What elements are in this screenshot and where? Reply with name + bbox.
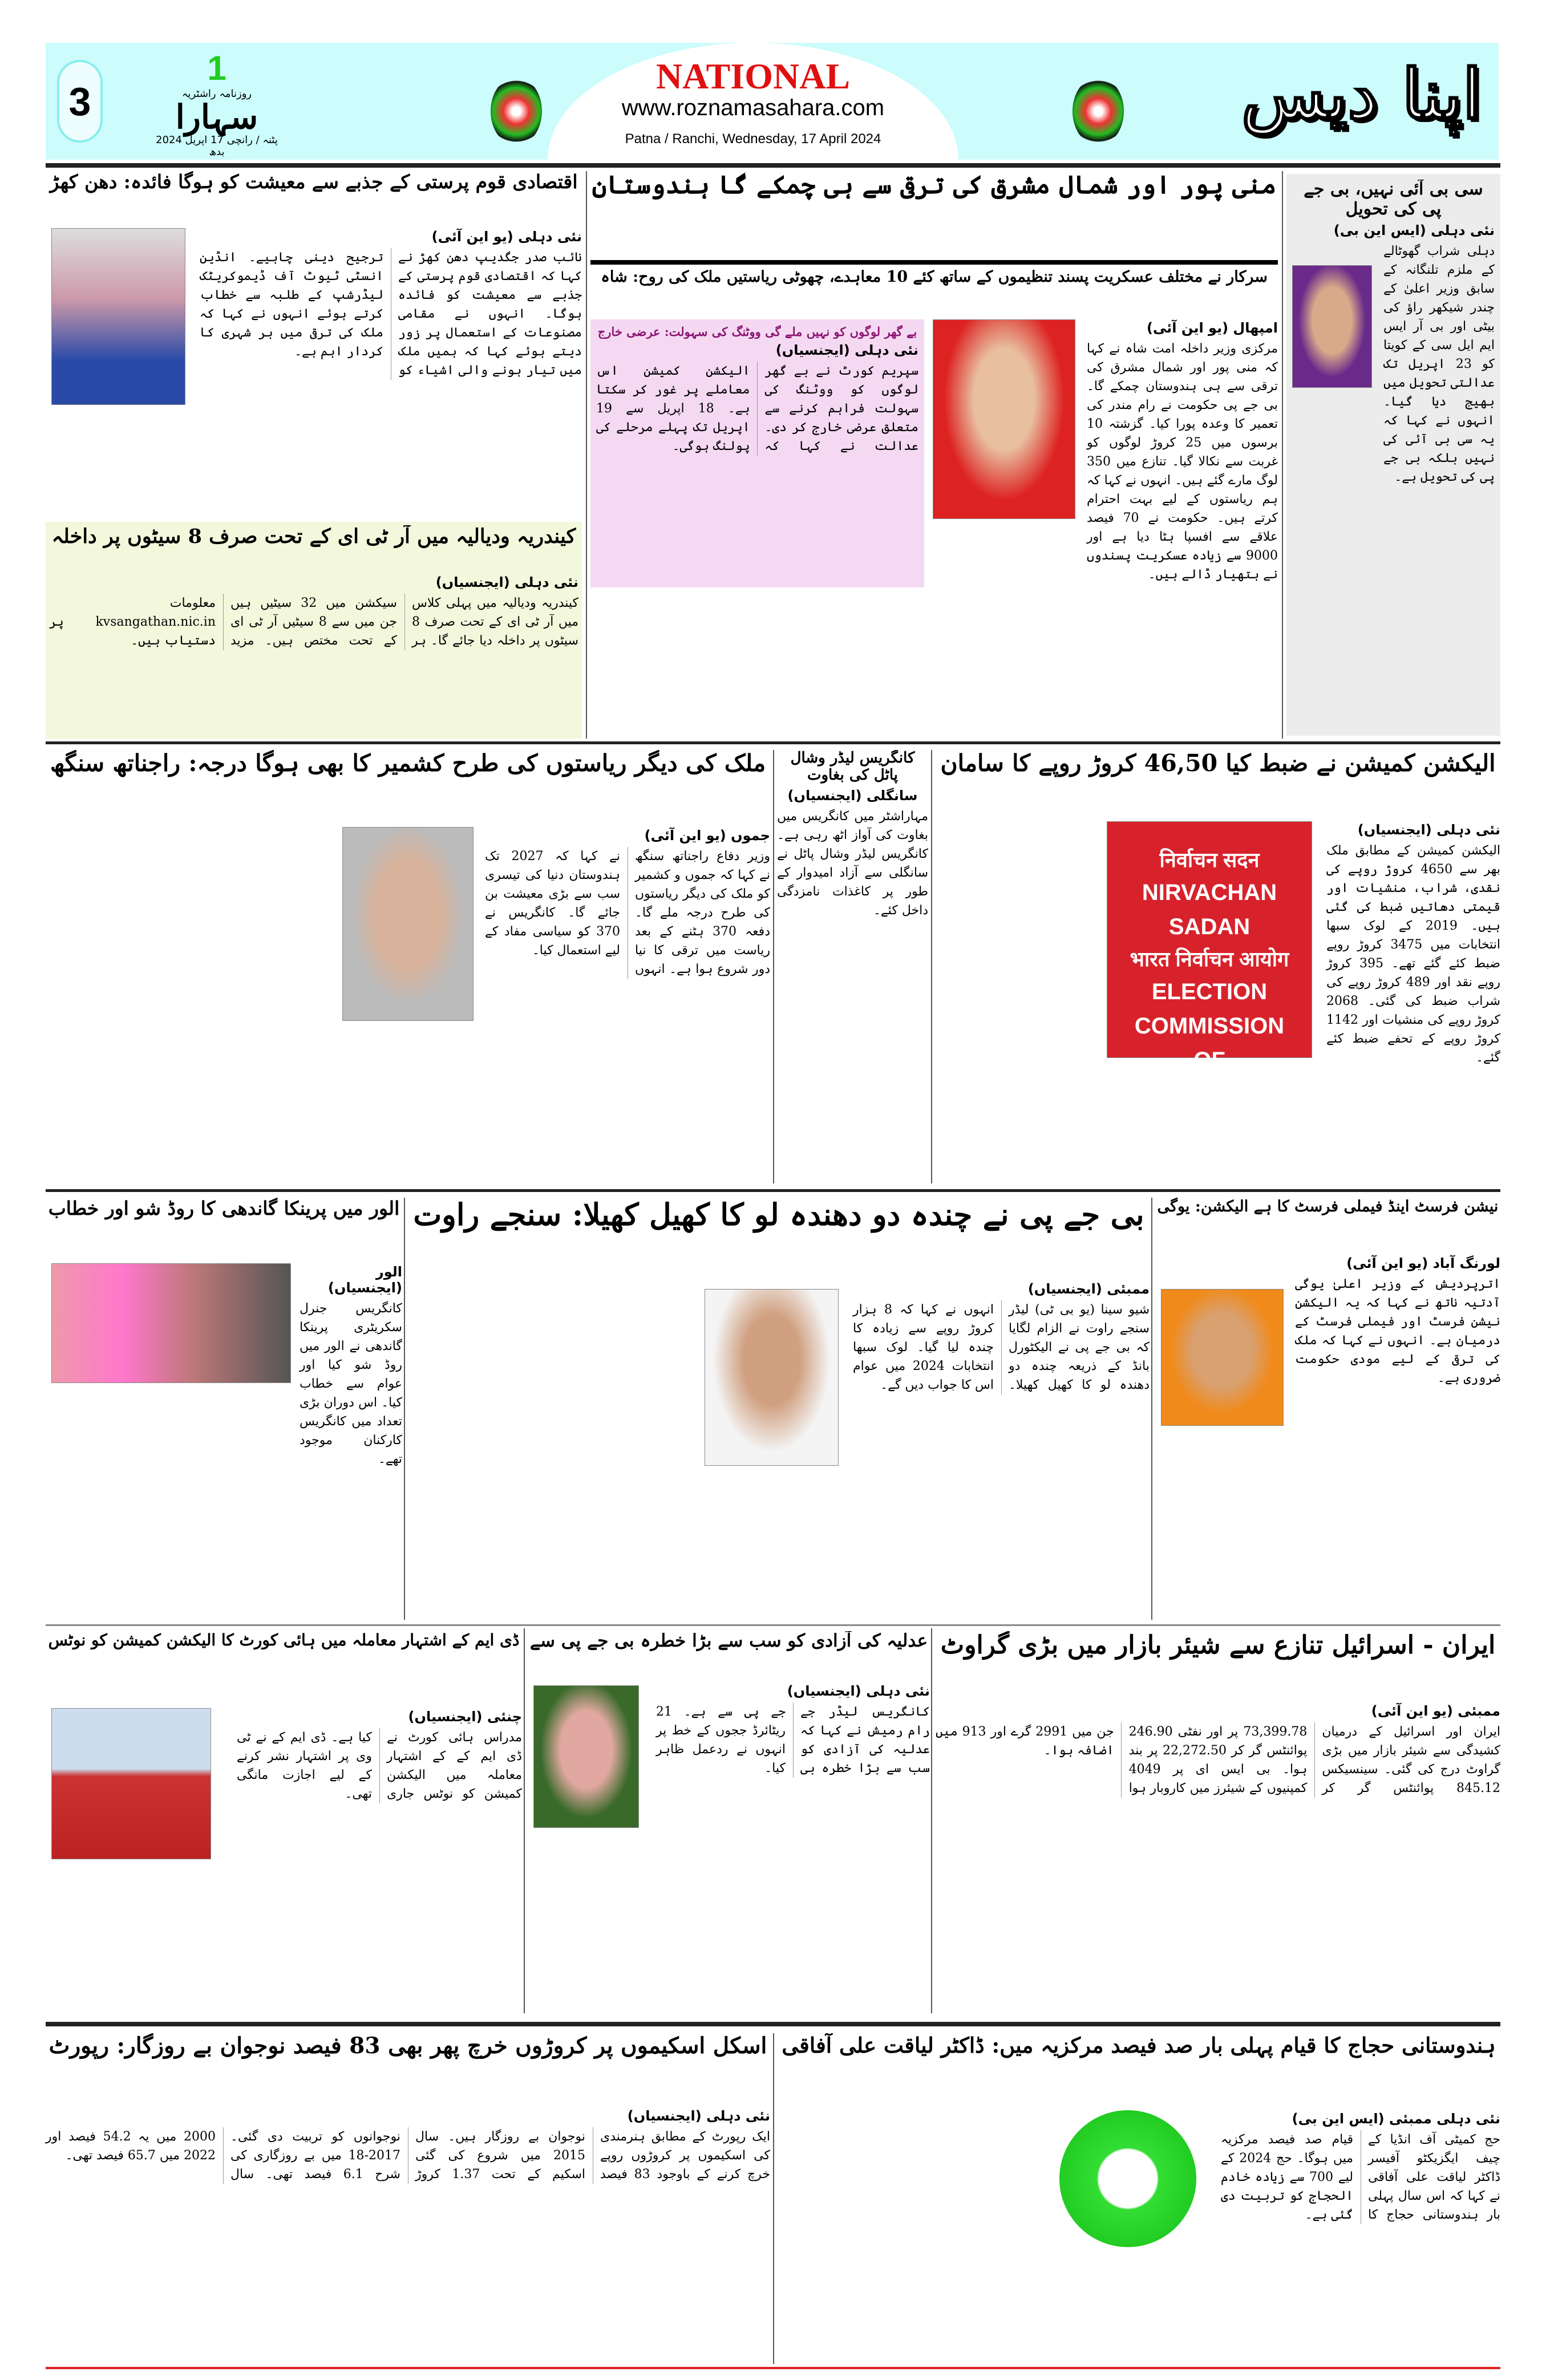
haj-committee-logo xyxy=(1059,2110,1196,2247)
dateline: سانگلی (ایجنسیاں) xyxy=(787,787,918,804)
article-kvs xyxy=(46,522,582,739)
divider xyxy=(1282,171,1283,739)
headline: الیکشن کمیشن نے ضبط کیا 46,50 کروڑ روپے کا سامان xyxy=(940,750,1496,777)
article-dhankhar xyxy=(46,171,582,513)
article-body: الیکشن کمیشن کے مطابق ملک بھر سے 4650 کروڑ روپے کی نقدی، شراب، منشیات اور قیمتی دھاتیں ضبط کی گئی ہیں۔ 2019 کے لوک سبھا انتخابات میں 3475 کروڑ روپے ضبط کئے گئے تھے۔ 395 کروڑ روپے نقد اور 489 کروڑ روپے کی شراب ضبط کی گئی۔ 2068 کروڑ روپے کی منشیات اور 1142 کروڑ روپے کے تحفے ضبط کئے گئے۔ xyxy=(1326,844,1500,1065)
article-body: کانگریس لیڈر جے رام رمیش نے کہا کہ عدلیہ کی آزادی کو سب سے بڑا خطرہ بی جے پی سے ہے۔ 21 ریٹائرڈ ججوں کے خط پر انہوں نے ردعمل ظاہر کیا۔ xyxy=(656,1705,930,1775)
article-skill-schemes xyxy=(46,2033,770,2364)
divider xyxy=(46,741,1500,744)
divider xyxy=(931,750,932,1183)
photo-yogi xyxy=(1161,1289,1284,1426)
edition-date: Patna / Ranchi, Wednesday, 17 April 2024 xyxy=(625,131,881,147)
image-text: INDIA xyxy=(1178,1082,1241,1107)
title-dome xyxy=(548,43,958,160)
image-text: भारत निर्वाचन आयोग xyxy=(1130,947,1289,971)
article-rajnath xyxy=(46,750,770,1183)
article-priyanka xyxy=(46,1198,402,1620)
divider xyxy=(1151,1198,1152,1620)
photo-madras-high-court xyxy=(51,1708,211,1859)
website-url[interactable]: www.roznamasahara.com xyxy=(621,95,885,120)
dateline: نئی دہلی (ایجنسیاں) xyxy=(627,2108,770,2124)
article-body: مرکزی وزیر داخلہ امت شاہ نے کہا کہ منی پور اور شمال مشرق کی ترقی سے ہی ہندوستان چمکے گا۔ بی جے پی حکومت نے رام مندر کی تعمیر کا وعدہ پورا کیا۔ گزشتہ 10 برسوں میں 25 کروڑ لوگوں کو غربت سے نکالا گیا۔ تنازع میں 350 لوگ مارے گئے ہیں۔ انہوں نے کہا کہ ہم ریاستوں کے لیے بہت احترام کرتے ہیں۔ حکومت نے 70 فیصد علاقے سے افسپا ہٹا دیا ہے اور 9000 سے زیادہ عسکریت پسندوں نے ہتھیار ڈالے ہیں۔ xyxy=(1087,342,1278,582)
headline: سی بی آئی نہیں، بی جے پی کی تحویل xyxy=(1304,180,1483,219)
headline: ملک کی دیگر ریاستوں کی طرح کشمیر کا بھی ہوگا درجہ: راجناتھ سنگھ xyxy=(50,750,766,777)
lead-headline: منی پور اور شمال مشرق کی ترقی سے ہی چمکے گا ہندوستان xyxy=(592,171,1277,200)
headline: ڈی ایم کے اشتہار معاملہ میں ہائی کورٹ کا الیکشن کمیشن کو نوٹس xyxy=(48,1631,520,1649)
article-yogi xyxy=(1155,1198,1500,1620)
divider xyxy=(773,2033,774,2364)
image-text: NIRVACHAN SADAN xyxy=(1142,880,1277,939)
headline: عدلیہ کی آزادی کو سب سے بڑا خطرہ بی جے پی سے xyxy=(529,1631,928,1651)
article-body: اترپردیش کے وزیر اعلیٰ یوگی آدتیہ ناتھ نے کہا کہ یہ الیکشن نیشن فرسٹ اور فیملی فرسٹ کے درمیان ہے۔ انہوں نے کہا کہ ملک کی ترقی کے لیے مودی حکومت ضروری ہے۔ xyxy=(1295,1277,1500,1385)
headline: اسکل اسکیموں پر کروڑوں خرچ پھر بھی 83 فیصد نوجوان بے روزگار: رپورٹ xyxy=(48,2033,767,2059)
dateline: ممبئی (ایجنسیاں) xyxy=(1027,1281,1150,1297)
article-homeless-voting xyxy=(590,319,924,587)
divider xyxy=(773,750,774,1183)
logo-name: سہارا xyxy=(175,98,258,136)
divider xyxy=(404,1198,405,1620)
headline: ہندوستانی حجاج کا قیام پہلی بار صد فیصد مرکزیہ میں: ڈاکٹر لیاقت علی آفاقی xyxy=(782,2033,1496,2058)
photo-jairam-ramesh xyxy=(533,1685,639,1828)
dateline: نئی دہلی (ایجنسیاں) xyxy=(435,574,578,590)
article-haj xyxy=(777,2033,1500,2364)
headline: کیندریہ ودیالیہ میں آر ٹی ای کے تحت صرف 8 سیٹوں پر داخلہ xyxy=(51,525,576,548)
article-election-commission xyxy=(936,750,1500,1183)
lead-column xyxy=(1087,317,1278,584)
article-body: نائب صدر جگدیپ دھن کھڑ نے کہا کہ اقتصادی قوم پرستی کے جذبے سے معیشت کو فائدہ ہوگا۔ انہوں نے مقامی مصنوعات کے استعمال پر زور دیتے ہوئے کہا کہ ہمیں ملک میں تیار ہونے والی اشیاء کو ترجیح دینی چاہیے۔ انڈین انسٹی ٹیوٹ آف ڈیموکریٹک لیڈرشپ کے طلبہ سے خطاب کرتے ہوئے انہوں نے کہا کہ ملک کی ترقی میں ہر شہری کا کردار اہم ہے۔ xyxy=(200,250,582,378)
article-body: ایک رپورٹ کے مطابق ہنرمندی کی اسکیموں پر کروڑوں روپے خرچ کرنے کے باوجود 83 فیصد نوجوان بے روزگار ہیں۔ سال 2015 میں شروع کی گئی اسکیم کے تحت 1.37 کروڑ نوجوانوں کو تربیت دی گئی۔ 2017-18 میں بے روزگاری کی شرح 6.1 فیصد تھی۔ سال 2000 میں یہ 54.2 فیصد اور 2022 میں 65.7 فیصد تھی۔ xyxy=(46,2130,770,2182)
headline: الور میں پرینکا گاندھی کا روڈ شو اور خطاب xyxy=(48,1198,400,1219)
article-body: مدراس ہائی کورٹ نے ڈی ایم کے کے اشتہار معاملہ میں الیکشن کمیشن کو نوٹس جاری کیا ہے۔ ڈی ایم کے نے ٹی وی پر اشتہار نشر کرنے کے لیے اجازت مانگی تھی۔ xyxy=(237,1730,522,1801)
dateline: نئی دہلی (یو این آئی) xyxy=(431,229,582,245)
article-kavitha xyxy=(1286,174,1500,736)
divider xyxy=(46,1624,1500,1626)
dateline: جموں (یو این آئی) xyxy=(644,828,770,844)
divider xyxy=(46,163,1500,168)
page-number: 3 xyxy=(57,60,103,143)
dateline: نئی دہلی ممبئی (ایس این بی) xyxy=(1292,2111,1500,2127)
headline: اقتصادی قوم پرستی کے جذبے سے معیشت کو ہوگا فائدہ: دھن کھڑ xyxy=(50,171,578,193)
divider xyxy=(931,1628,932,2013)
dateline: نئی دہلی (ایجنسیاں) xyxy=(787,1683,930,1699)
photo-dhankhar xyxy=(51,228,185,405)
divider xyxy=(46,1189,1500,1192)
dateline: امپھال (یو این آئی) xyxy=(1147,320,1278,336)
starburst-icon xyxy=(491,77,542,145)
photo-priyanka-roadshow xyxy=(51,1263,291,1383)
dateline: نئی دہلی (ایجنسیاں) xyxy=(1357,822,1500,838)
urdu-date: پٹنہ / رانچی 17 اپریل 2024 بدھ xyxy=(156,134,278,158)
photo-sanjay-raut xyxy=(705,1289,839,1466)
starburst-icon xyxy=(1073,77,1124,145)
section-title: NATIONAL xyxy=(655,56,851,96)
photo-rajnath xyxy=(342,827,474,1021)
photo-kavitha xyxy=(1292,265,1372,388)
headline: نیشن فرسٹ اینڈ فیملی فرسٹ کا ہے الیکشن: یوگی xyxy=(1157,1198,1499,1215)
article-body: وزیر دفاع راجناتھ سنگھ نے کہا کہ جموں و کشمیر کو ملک کی دیگر ریاستوں کی طرح درجہ ملے گا۔ دفعہ 370 ہٹنے کے بعد ریاست میں ترقی کا نیا دور شروع ہوا ہے۔ انہوں نے کہا کہ 2027 تک ہندوستان دنیا کی تیسری سب سے بڑی معیشت بن جائے گا۔ کانگریس نے 370 کو سیاسی مفاد کے لیے استعمال کیا۔ xyxy=(485,849,770,976)
image-text: निर्वाचन सदन xyxy=(1159,848,1260,871)
dateline: لورنگ آباد (یو این آئی) xyxy=(1346,1255,1500,1271)
divider xyxy=(524,1628,525,2013)
image-text: OF xyxy=(1193,1048,1225,1073)
subheadline: سرکار نے مختلف عسکریت پسند تنظیموں کے ساتھ کئے 10 معاہدے، چھوٹی ریاستیں ملک کی روح: شاہ xyxy=(601,268,1268,286)
photo-amit-shah xyxy=(933,319,1075,519)
article-body: دہلی شراب گھوٹالے کے ملزم تلنگانہ کے سابق وزیر اعلیٰ کے چندر شیکھر راؤ کی بیٹی اور بی آر ایس ایم ایل سی کے کویتا کو 23 اپریل تک عدالتی تحویل میں بھیج دیا گیا۔ انہوں نے کہا کہ یہ سی بی آئی کی نہیں بلکہ بی جے پی کی تحویل ہے۔ xyxy=(1383,244,1495,484)
article-body: ایران اور اسرائیل کے درمیان کشیدگی سے شیئر بازار میں بڑی گراوٹ درج کی گئی۔ سینسیکس 845.12 پوائنٹس گر کر 73,399.78 پر اور نفٹی 246.90 پوائنٹس گر کر 22,272.50 پر بند ہوا۔ بی ایس ای پر 4049 کمپنیوں کے شیئرز میں کاروبار ہوا جن میں 2991 گرے اور 913 میں اضافہ ہوا۔ xyxy=(936,1725,1500,1795)
article-amit-shah xyxy=(590,171,1278,739)
divider xyxy=(46,2022,1500,2026)
headline: ایران - اسرائیل تنازع سے شیئر بازار میں بڑی گراوٹ xyxy=(940,1631,1496,1660)
logo-number: 1 xyxy=(207,49,226,87)
dateline: چنئی (ایجنسیاں) xyxy=(408,1709,522,1725)
logo-tagline: روزنامہ راشٹریہ xyxy=(181,88,252,100)
footer-rule xyxy=(46,2367,1500,2369)
article-congress-rebellion xyxy=(777,750,928,1183)
dateline: نئی دہلی (ایس این بی) xyxy=(1333,222,1495,238)
article-stock-market xyxy=(936,1631,1500,2016)
article-body: کیندریہ ودیالیہ میں پہلی کلاس میں آر ٹی ای کے تحت صرف 8 سیٹوں پر داخلہ دیا جائے گا۔ ہر سیکشن میں 32 سیٹیں ہیں جن میں سے 8 سیٹیں آر ٹی ای کے تحت مختص ہیں۔ مزید معلومات kvsangathan.nic.in پر دستیاب ہیں۔ xyxy=(49,596,578,648)
dateline: نئی دہلی (ایجنسیاں) xyxy=(775,342,918,359)
newspaper-logo xyxy=(148,48,285,158)
article-body: شیو سینا (یو بی ٹی) لیڈر سنجے راوت نے الزام لگایا کہ بی جے پی نے الیکٹورل بانڈ کے ذریعہ چندہ دو دھندہ لو کا کھیل کھیلا۔ انہوں نے کہا کہ 8 ہزار کروڑ روپے سے زیادہ کا چندہ لیا گیا۔ لوک سبھا انتخابات 2024 میں عوام اس کا جواب دیں گے۔ xyxy=(853,1303,1150,1392)
headline: کانگریس لیڈر وشال پاٹل کی بغاوت xyxy=(790,750,915,784)
article-body: سپریم کورٹ نے بے گھر لوگوں کو ووٹنگ کی سہولت فراہم کرنے سے متعلق عرضی خارج کر دی۔ عدالت نے کہا کہ الیکشن کمیشن اس معاملے پر غور کر سکتا ہے۔ 18 اپریل سے 19 اپریل تک پہلے مرحلے کی پولنگ ہوگی۔ xyxy=(596,364,918,454)
photo-nirvachan-sadan xyxy=(1107,821,1312,1107)
headline: بے گھر لوگوں کو نہیں ملے گی ووٹنگ کی سہولت: عرضی خارج xyxy=(597,325,917,339)
page-masthead: اپنا دیس xyxy=(1241,54,1482,135)
article-sanjay-raut xyxy=(408,1198,1150,1620)
article-judiciary xyxy=(528,1631,930,2016)
dateline: ممبئی (یو این آئی) xyxy=(1371,1703,1500,1719)
divider xyxy=(586,171,587,739)
article-body: حج کمیٹی آف انڈیا کے چیف ایگزیکٹو آفیسر ڈاکٹر لیاقت علی آفاقی نے کہا کہ اس سال پہلی بار ہندوستانی حجاج کا قیام صد فیصد مرکزیہ میں ہوگا۔ حج 2024 کے لیے 700 سے زیادہ خادم الحجاج کو تربیت دی گئی ہے۔ xyxy=(1221,2132,1500,2222)
masthead-banner xyxy=(46,43,1499,160)
image-text: ELECTION COMMISSION xyxy=(1134,979,1285,1039)
divider xyxy=(590,260,1278,265)
headline: بی جے پی نے چندہ دو دھندہ لو کا کھیل کھیلا: سنجے راوت xyxy=(413,1198,1144,1232)
article-body: کانگریس جنرل سکریٹری پرینکا گاندھی نے الور میں روڈ شو کیا اور عوام سے خطاب کیا۔ اس دوران بڑی تعداد میں کانگریس کارکنان موجود تھے۔ xyxy=(300,1302,402,1466)
dateline: الور (ایجنسیاں) xyxy=(328,1264,402,1296)
article-dmk xyxy=(46,1631,522,2016)
article-body: مہاراشٹر میں کانگریس میں بغاوت کی آواز اٹھ رہی ہے۔ کانگریس لیڈر وشال پاٹل نے سانگلی سے آزاد امیدوار کے طور پر کاغذات نامزدگی داخل کئے۔ xyxy=(777,809,928,918)
